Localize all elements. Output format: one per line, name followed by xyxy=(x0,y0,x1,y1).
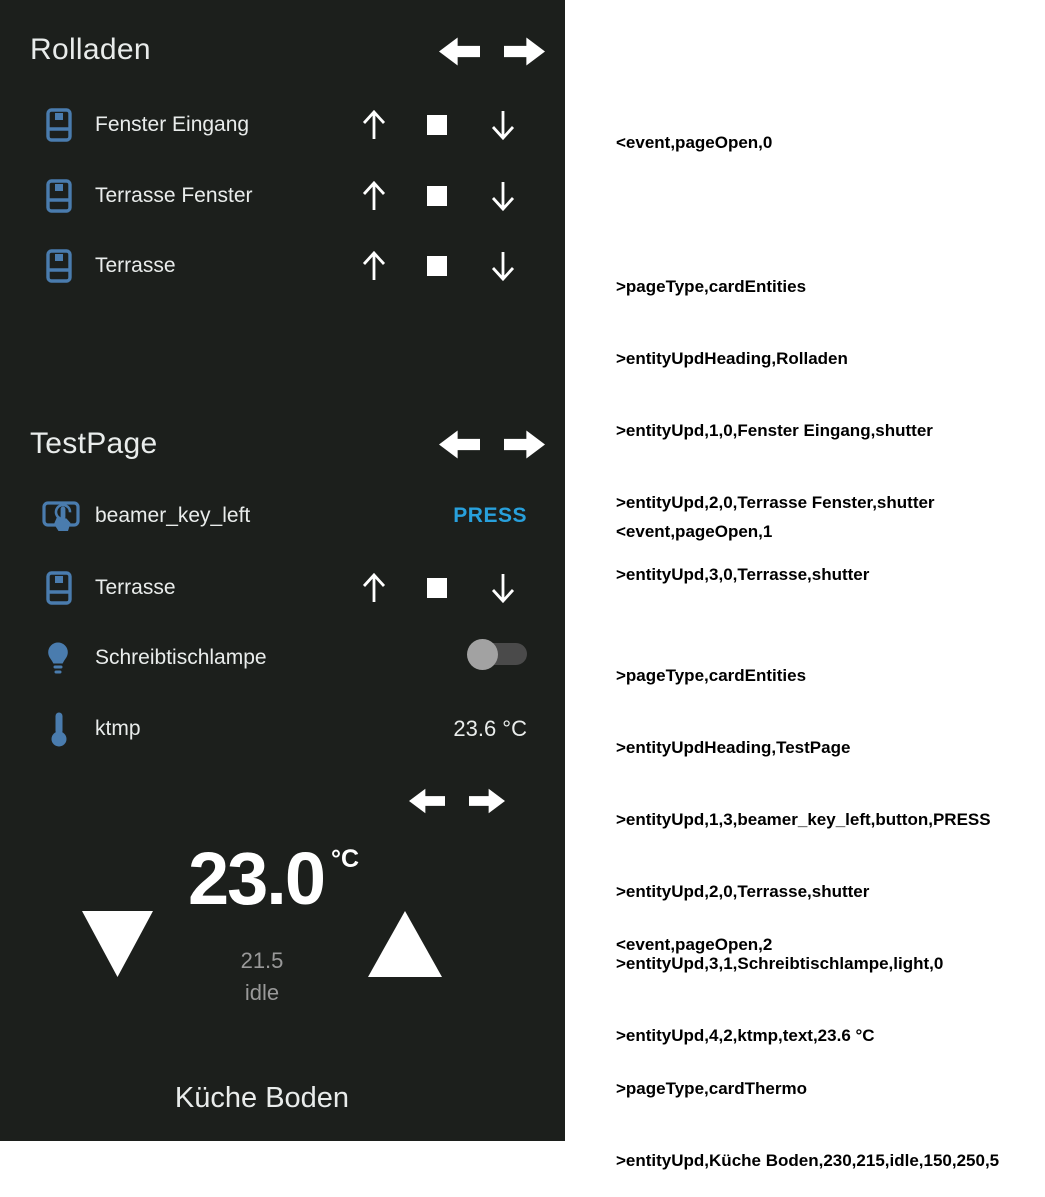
arrow-right-icon xyxy=(504,428,545,461)
arrow-up-icon xyxy=(361,249,387,283)
entity-value: 23.6 °C xyxy=(453,716,527,741)
entity-row xyxy=(0,161,565,231)
protocol-line: >entityUpd,3,1,Schreibtischlampe,light,0 xyxy=(616,954,944,973)
arrow-up-icon xyxy=(361,108,387,142)
arrow-right-icon xyxy=(504,35,545,68)
nav-prev-button[interactable] xyxy=(409,786,445,816)
shutter-up-button[interactable] xyxy=(361,179,387,213)
protocol-line: >entityUpd,1,3,beamer_key_left,button,PRESS xyxy=(616,810,991,829)
shutter-down-button[interactable] xyxy=(490,571,516,605)
entity-row xyxy=(0,90,565,160)
protocol-line: >entityUpd,Küche Boden,230,215,idle,150,250,5 xyxy=(616,1151,1000,1170)
spacer xyxy=(616,203,935,227)
arrow-down-icon xyxy=(490,179,516,213)
entity-label: beamer_key_left xyxy=(95,504,251,527)
protocol-line: >pageType,cardEntities xyxy=(616,666,807,685)
arrow-left-icon xyxy=(439,428,480,461)
current-temp-value: 23.0 xyxy=(188,837,325,920)
nav-prev-button[interactable] xyxy=(439,35,480,68)
shutter-up-button[interactable] xyxy=(361,249,387,283)
entity-label: Schreibtischlampe xyxy=(95,646,267,669)
arrow-down-icon xyxy=(490,571,516,605)
arrow-down-icon xyxy=(490,108,516,142)
press-button[interactable]: PRESS xyxy=(453,504,527,527)
entity-label: Fenster Eingang xyxy=(95,113,250,136)
arrow-left-icon xyxy=(439,35,480,68)
arrow-up-icon xyxy=(361,571,387,605)
arrow-left-icon xyxy=(409,786,445,816)
arrow-down-icon xyxy=(490,249,516,283)
spacer xyxy=(616,592,991,616)
protocol-line: >entityUpd,4,2,ktmp,text,23.6 °C xyxy=(616,1026,875,1045)
gesture-tap-button-icon xyxy=(42,498,80,534)
shutter-up-button[interactable] xyxy=(361,571,387,605)
shutter-up-button[interactable] xyxy=(361,108,387,142)
shutter-stop-button[interactable] xyxy=(427,186,447,206)
shutter-icon xyxy=(46,108,72,142)
shutter-down-button[interactable] xyxy=(490,249,516,283)
spacer xyxy=(616,1005,999,1029)
protocol-event-line: <event,pageOpen,1 xyxy=(616,522,773,541)
protocol-block-page2 xyxy=(616,885,999,1197)
protocol-event-line: <event,pageOpen,2 xyxy=(616,935,773,954)
entity-row xyxy=(0,553,565,623)
target-temperature: 21.5 xyxy=(240,948,284,973)
shutter-down-button[interactable] xyxy=(490,179,516,213)
entity-row xyxy=(0,694,565,764)
shutter-icon xyxy=(46,249,72,283)
protocol-event-line: <event,pageOpen,0 xyxy=(616,133,773,152)
shutter-stop-button[interactable] xyxy=(427,256,447,276)
entity-label: ktmp xyxy=(95,717,141,740)
nav-next-button[interactable] xyxy=(469,786,505,816)
entity-row xyxy=(0,231,565,301)
protocol-line: >entityUpd,2,0,Terrasse Fenster,shutter xyxy=(616,493,935,512)
protocol-line: >entityUpd,2,0,Terrasse,shutter xyxy=(616,882,870,901)
hvac-state: idle xyxy=(244,980,280,1005)
shutter-icon xyxy=(46,571,72,605)
protocol-line: >entityUpdHeading,Rolladen xyxy=(616,349,848,368)
entity-label: Terrasse Fenster xyxy=(95,184,253,207)
protocol-line: >entityUpdHeading,TestPage xyxy=(616,738,851,757)
entity-label: Terrasse xyxy=(95,576,176,599)
arrow-up-icon xyxy=(361,179,387,213)
entity-label: Terrasse xyxy=(95,254,176,277)
thermometer-icon xyxy=(50,711,68,747)
thermostat-name: Küche Boden xyxy=(174,1082,350,1114)
protocol-line: >pageType,cardEntities xyxy=(616,277,807,296)
page-title: TestPage xyxy=(30,427,158,460)
protocol-line: >entityUpd,3,0,Terrasse,shutter xyxy=(616,565,870,584)
light-toggle-knob[interactable] xyxy=(467,639,498,670)
arrow-right-icon xyxy=(469,786,505,816)
lightbulb-icon xyxy=(44,641,72,675)
page-title: Rolladen xyxy=(30,33,151,66)
shutter-stop-button[interactable] xyxy=(427,115,447,135)
current-temperature xyxy=(188,837,360,920)
temp-unit: °C xyxy=(331,845,360,873)
protocol-line: >pageType,cardThermo xyxy=(616,1079,807,1098)
nav-next-button[interactable] xyxy=(504,35,545,68)
shutter-stop-button[interactable] xyxy=(427,578,447,598)
protocol-line: >entityUpd,1,0,Fenster Eingang,shutter xyxy=(616,421,933,440)
entity-row xyxy=(0,481,565,551)
nav-next-button[interactable] xyxy=(504,428,545,461)
nav-prev-button[interactable] xyxy=(439,428,480,461)
shutter-icon xyxy=(46,179,72,213)
shutter-down-button[interactable] xyxy=(490,108,516,142)
